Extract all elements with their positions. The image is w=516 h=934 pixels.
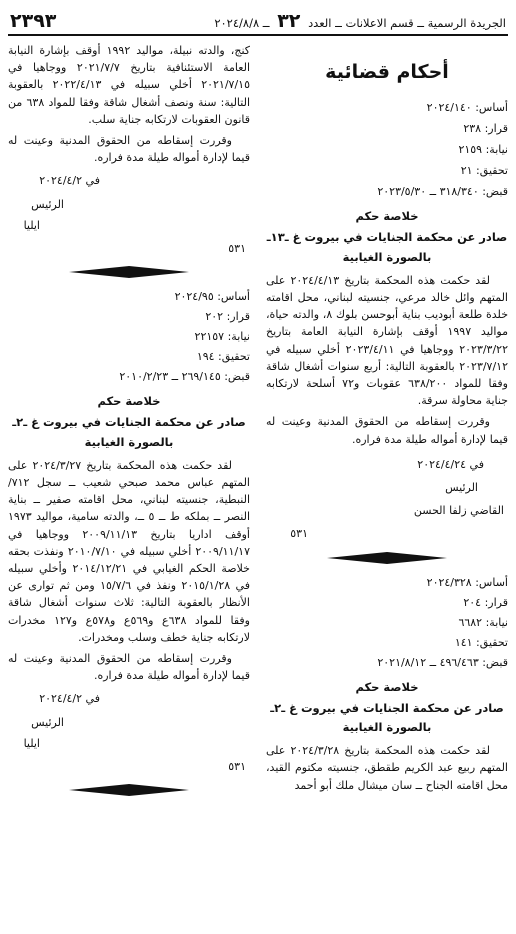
- case3-body: لقد حكمت هذه المحكمة بتاريخ ٢٠٢٤/٣/٢٧ على المتهم عباس محمد صبحي شعيب ــ سجل ٧١٢/ النبطية، جنسيته لبناني، محل اقامته صفير ــ بناية النصر ــ بملكه ط ــ ٥ ــ، والدته سامية، مواليد ١٩٧٣ أوقف اداريا بتاريخ ٢٠٠٩/١١/١٣ ووجاهيا في ٢٠٠٩/١١/١٧ أخلي سبيله في ٢٠١٠/٧/١٠ ونفذت بحقه خلاصة الحكم الغيابي في ٢٠١٤/١٢/٢١ وأخلي سبيله في ٢٠١٥/١/٢٨ ونفذ في ١٥/٧/٦ ومن ثم توارى عن الأنظار بالعقوبة التالية: ثلاث سنوات أشغال شاقة وفقا للمواد ٦٣٨ع و٥٦٩ع و٥٧٨ع و١٢٧ مخدرات لارتكابه جناية خطف وسلب ومخدرات.: [8, 458, 251, 644]
- case1-qarar: قرار: ٢٣٨: [463, 122, 508, 136]
- columns: [8, 42, 508, 805]
- continued-ref: ٥٣١: [228, 242, 246, 256]
- case1-niyaba: نيابة: ٢١٥٩: [458, 143, 508, 157]
- continued-role: الرئيس: [31, 197, 64, 211]
- case2-asas: أساس: ٢٠٢٤/٣٢٨: [426, 575, 508, 589]
- case1-body: لقد حكمت هذه المحكمة بتاريخ ٢٠٢٤/٤/١٣ على المتهم وائل خالد مرعي، جنسيته لبناني، محل اقامته خلدة طلعة أبوديب بناية أبوحسن بلوك ٨، والدته حياة، مواليد ١٩٩٧ أوقف بإشارة النيابة العامة بتاريخ ٢٠٢٣/٣/٢٢ ووجاهيا في ٢٠٢٣/٤/١١ أخلي سبيله في ٢٠٢٣/٧/١٢ بالعقوبة التالية: أربع سنوات أشغال شاقة وفقا للمواد ٦٣٨/٢٠٠ عقوبات و٧٢ أسلحة لارتكابه جناية محاولة سرقة.: [266, 273, 508, 408]
- case3-ref: ٥٣١: [228, 760, 246, 774]
- case1-court: صادر عن محكمة الجنايات في بيروت غ ـ١٣ـ: [266, 230, 508, 245]
- case3-confiscation: وقررت إسقاطه من الحقوق المدنية وعينت له قيما لإدارة أمواله طيلة مدة فراره.: [8, 652, 250, 683]
- case1-qabd: قبض: ٣١٨/٣٤٠ ــ ٢٠٢٣/٥/٣٠: [377, 185, 508, 199]
- case2-body: لقد حكمت هذه المحكمة بتاريخ ٢٠٢٤/٣/٢٨ على المتهم ربيع عبد الكريم طقطق، جنسيته مكتوم القيد، محل اقامته الجناح ــ سان ميشال ملك أبو أحمد: [266, 744, 508, 792]
- case1-role: الرئيس: [445, 481, 478, 495]
- case2-court: صادر عن محكمة الجنايات في بيروت غ ـ٢ـ: [270, 700, 504, 715]
- case3-tahqiq: تحقيق: ١٩٤: [196, 350, 250, 364]
- case2-qabd: قبض: ٤٩٦/٤٦٣ ــ ٢٠٢١/٨/١٢: [377, 655, 508, 669]
- case3-date: في ٢٠٢٤/٤/٢: [39, 692, 100, 706]
- case2-absentia: بالصورة الغيابية: [342, 720, 432, 735]
- case1-summary-heading: خلاصة حكم: [355, 209, 419, 224]
- continued-body: كنج، والدته نبيلة، مواليد ١٩٩٢ أوقف بإشارة النيابة العامة الاستئنافية بتاريخ ٢٠٢١/٧/٧ ووجاهيا في ٢٠٢١/٧/١٥ أخلي سبيله في ٢٠٢٢/٤/١٣ بالعقوبة التالية: سنة ونصف أشغال شاقة وفقا للمواد ٦٣٨ من قانون العقوبات لارتكابه جناية سلب.: [8, 44, 251, 126]
- case3-qabd: قبض: ٢٦٩/١٤٥ ــ ٢٠١٠/٢/٢٣: [119, 370, 250, 384]
- case3-court: صادر عن محكمة الجنايات في بيروت غ ـ٢ـ: [12, 415, 246, 430]
- case3-name: ايليا: [23, 736, 40, 750]
- case2-tahqiq: تحقيق: ١٤١: [454, 635, 508, 649]
- case1-date: في ٢٠٢٤/٤/٢٤: [417, 457, 484, 471]
- section-divider: [266, 547, 508, 569]
- case3-qarar: قرار: ٢٠٢: [205, 310, 250, 324]
- case3-summary-heading: خلاصة حكم: [97, 394, 161, 409]
- page-number: ٢٣٩٣: [10, 10, 57, 32]
- case1-ref: ٥٣١: [290, 527, 308, 541]
- continued-date: في ٢٠٢٤/٤/٢: [39, 174, 100, 188]
- page-header: [8, 6, 508, 36]
- case2-summary-heading: خلاصة حكم: [355, 679, 419, 694]
- issue-number: ٣٢: [277, 10, 301, 32]
- continued-name: ايليا: [23, 218, 40, 232]
- header-date: ــ ٢٠٢٤/٨/٨: [214, 16, 270, 30]
- case3-asas: أساس: ٢٠٢٤/٩٥: [174, 290, 250, 304]
- case2-niyaba: نيابة: ٦٦٨٢: [458, 615, 508, 629]
- right-column: [266, 42, 508, 805]
- section-title: أحكام قضائية: [325, 61, 449, 83]
- case2-qarar: قرار: ٢٠٤: [463, 595, 508, 609]
- section-divider: [8, 779, 250, 801]
- case1-absentia: بالصورة الغيابية: [342, 249, 432, 264]
- case3-absentia: بالصورة الغيابية: [84, 434, 174, 449]
- header-title: [214, 10, 506, 32]
- left-column: [8, 42, 250, 805]
- case1-tahqiq: تحقيق: ٢١: [460, 164, 508, 178]
- case1-confiscation: وقررت إسقاطه من الحقوق المدنية وعينت له قيما لإدارة أمواله طيلة مدة فراره.: [266, 415, 508, 446]
- continued-confiscation: وقررت إسقاطه من الحقوق المدنية وعينت له قيما لإدارة أمواله طيلة مدة فراره.: [8, 134, 250, 165]
- section-divider: [8, 261, 250, 283]
- case1-asas: أساس: ٢٠٢٤/١٤٠: [426, 101, 508, 115]
- header-title-prefix: الجريدة الرسمية ــ قسم الاعلانات ــ العدد: [308, 16, 506, 30]
- case3-niyaba: نيابة: ٢٢١٥٧: [194, 330, 250, 344]
- case3-role: الرئيس: [31, 715, 64, 729]
- case1-judge: القاضي زلفا الحسن: [413, 504, 504, 518]
